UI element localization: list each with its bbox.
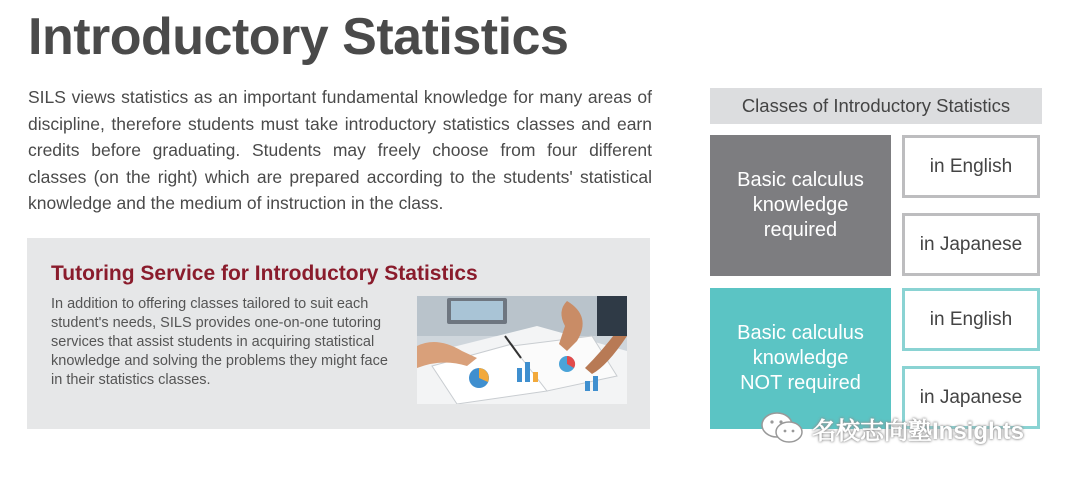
intro-paragraph: SILS views statistics as an important fundamental knowledge for many areas of discipline, therefore students must take introductory statistics classes and earn credits before graduating. Students may freely choose from four different classes (on the right) which are prepared according to the students' statistical knowledge and the medium of instruction in the class. — [28, 87, 652, 213]
watermark — [760, 410, 1024, 446]
category-calculus-required — [710, 135, 891, 276]
tutoring-panel — [27, 238, 650, 429]
class-english-calculus: in English — [902, 135, 1040, 198]
class-english-no-calculus: in English — [902, 288, 1040, 351]
category-calculus-not-required — [710, 288, 891, 429]
watermark-text: 名校志向塾Insights — [812, 417, 1025, 445]
category-label: Basic calculus knowledge required — [737, 169, 864, 241]
class-japanese-no-calculus: in Japanese — [902, 366, 1040, 429]
tutoring-text: In addition to offering classes tailored to suit each student's needs, SILS provides one-on-one tutoring services that assist students in acquiring statistical knowledge and solving the problems they might face in their statistics classes. — [51, 296, 388, 388]
tutoring-title: Tutoring Service for Introductory Statistics — [51, 262, 478, 285]
category-label: Basic calculus knowledge NOT required — [737, 322, 864, 394]
page-title: Introductory Statistics — [28, 8, 569, 66]
tutoring-photo — [417, 296, 627, 404]
wechat-icon — [760, 410, 804, 446]
classes-header: Classes of Introductory Statistics — [710, 88, 1042, 124]
class-japanese-calculus: in Japanese — [902, 213, 1040, 276]
